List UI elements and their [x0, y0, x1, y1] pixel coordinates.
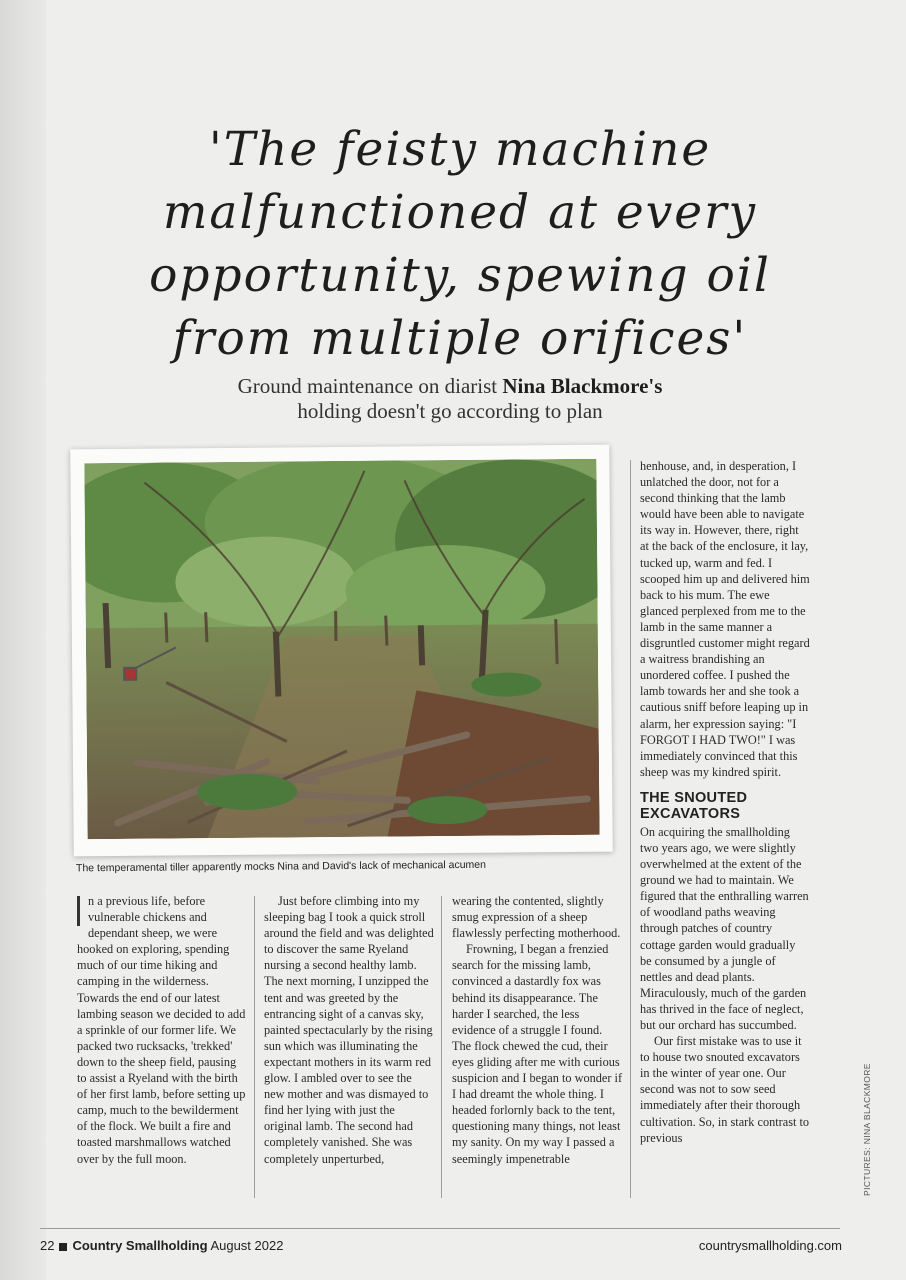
photo-frame [70, 445, 613, 857]
article-column-3 [452, 893, 624, 1167]
footer-rule [40, 1228, 840, 1229]
column-divider [630, 460, 631, 1198]
page-gutter-shadow [0, 0, 46, 1280]
column-divider [254, 896, 255, 1198]
paragraph: Our first mistake was to use it to house two snouted excavators in the winter of year one. Our second was not to sow seed immediately after their thorough cultivation. So, in stark contrast to previous [640, 1034, 810, 1145]
orchard-illustration [84, 459, 599, 839]
paragraph-text: n a previous life, before vulnerable chickens and dependant sheep, we were hooked on exploring, spending much of our time hiking and camping in the wilderness. Towards the end of our latest lambing season we decided to add a sprinkle of our former life. We packed two rucksacks, 'trekked' down to the sheep field, pausing to assist a Ryeland with the birth of her first lamb, before setting up camp, much to the bewilderment of the flock. We built a fire and toasted marshmallows watched over by the full moon. [77, 894, 246, 1166]
standfirst [150, 374, 750, 424]
dropcap-paragraph [77, 893, 247, 1167]
paragraph: henhouse, and, in desperation, I unlatched the door, not for a second thinking that the lamb would have been able to navigate its way in. However, there, right at the back of the enclosure, it lay, tucked up, warm and fed. I scooped him up and delivered him back to his mum. The ewe glanced perplexed from me to the lamb in the same manner a disgruntled customer might regard a waitress brandishing an unordered coffee. I pushed the lamb towards her and she took a cautious sniff before leaping up in alarm, her expression saying: "I FORGOT I HAD TWO!" I was immediately convinced that this sheep was my kindred spirit. [640, 459, 810, 779]
article-column-4 [640, 458, 810, 1146]
magazine-title: Country Smallholding [72, 1238, 208, 1253]
paragraph: On acquiring the smallholding two years ago, we were slightly overwhelmed at the extent of the ground we had to maintain. We figured that the enthralling warren of woodland paths weaving through patches of country cottage garden would gradually be consumed by a jungle of nettles and dead plants. Miraculously, much of the garden has thrived in the face of neglect, but our orchard has succumbed. [640, 824, 809, 1032]
paragraph: Just before climbing into my sleeping bag I took a quick stroll around the field and was delighted to discover the same Ryeland nursing a second healthy lamb. The next morning, I unzipped the tent and was greeted by the entrancing sight of a canvas sky, painted spectacularly by the rising sun which was illuminating the expectant mothers in its warm red glow. I ambled over to see the new mother and was dismayed to find her lying with just the original lamb. The second had completely vanished. She was completely unperturbed, [264, 894, 434, 1166]
standfirst-line2: holding doesn't go according to plan [297, 399, 603, 423]
dropcap-mark [77, 896, 80, 926]
issue-date: August 2022 [210, 1238, 284, 1253]
photo-credit: PICTURES: NINA BLACKMORE [862, 1063, 872, 1196]
article-column-2 [264, 893, 434, 1167]
standfirst-prefix: Ground maintenance on diarist [237, 374, 498, 398]
author-name: Nina Blackmore's [502, 374, 663, 398]
photo-caption: The temperamental tiller apparently mocks Nina and David's lack of mechanical acumen [75, 858, 487, 875]
paragraph: Frowning, I began a frenzied search for the missing lamb, convinced a dastardly fox was behind its disappearance. The harder I searched, the less evidence of a struggle I found. The flock chewed the cud, their eyes gliding after me with curious suspicion and I began to wonder if I had dreamt the whole thing. I headed forlornly back to the tent, questioning many things, not least my sanity. On my way I passed a seemingly impenetrable [452, 942, 623, 1166]
page-number: 22 [40, 1238, 55, 1253]
website-url: countrysmallholding.com [698, 1238, 842, 1253]
paragraph: wearing the contented, slightly smug expression of a sheep flawlessly perfecting motherhood. [452, 894, 621, 941]
article-column-1 [77, 893, 247, 1167]
column-divider [441, 896, 442, 1198]
square-bullet-icon [59, 1243, 67, 1251]
pull-quote: 'The feisty machine malfunctioned at every opportunity, spewing oil from multiple orifices' [149, 122, 771, 366]
section-heading: THE SNOUTED EXCAVATORS [640, 789, 748, 822]
orchard-photo [84, 459, 599, 839]
footer-folio [40, 1238, 283, 1253]
